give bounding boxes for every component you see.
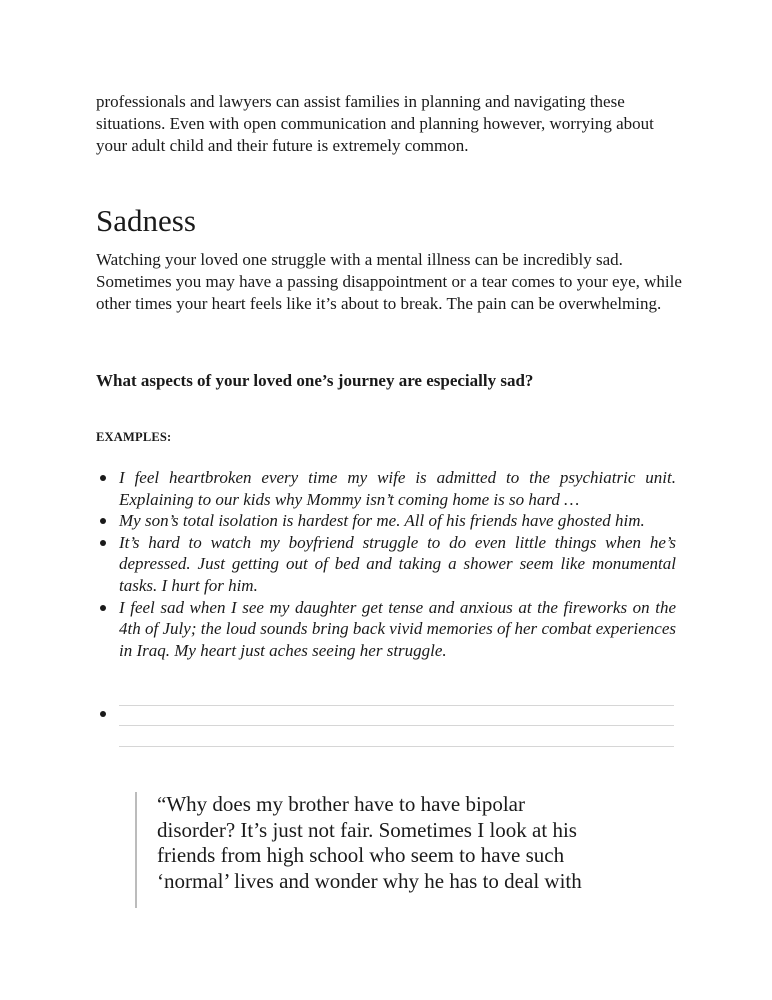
example-item	[96, 597, 676, 662]
intro-paragraph: professionals and lawyers can assist families in planning and navigating these situations. Even with open communication and planning however, worrying about your adult child and their future is extremely common.	[96, 92, 654, 155]
bullet-icon	[100, 711, 106, 717]
pull-quote-text: “Why does my brother have to have bipolar disorder? It’s just not fair. Sometimes I look at his friends from high school who seem to have such ‘normal’ lives and wonder why he has to deal with	[157, 792, 582, 893]
section-paragraph: Watching your loved one struggle with a mental illness can be incredibly sad. Sometimes you may have a passing disappointment or a tear comes to your eye, while other times your heart feels like it’s about to break. The pain can be overwhelming.	[96, 250, 682, 313]
section-heading: Sadness	[96, 203, 196, 238]
example-text: My son’s total isolation is hardest for me. All of his friends have ghosted him.	[119, 511, 645, 531]
example-item	[96, 532, 676, 597]
writing-line[interactable]	[119, 705, 674, 706]
writing-line[interactable]	[119, 746, 674, 747]
examples-label: EXAMPLES:	[96, 430, 172, 444]
reflection-question: What aspects of your loved one’s journey are especially sad?	[96, 371, 534, 390]
bullet-icon	[100, 518, 106, 524]
example-text: I feel sad when I see my daughter get tense and anxious at the fireworks on the 4th of July; the loud sounds bring back vivid memories of her combat experiences in Iraq. My heart just aches seeing her struggle.	[119, 597, 676, 660]
pull-quote	[135, 792, 595, 908]
bullet-icon	[100, 540, 106, 546]
example-item	[96, 467, 676, 510]
examples-list	[96, 467, 676, 661]
writing-line[interactable]	[119, 725, 674, 726]
example-text: I feel heartbroken every time my wife is admitted to the psychiatric unit. Explaining to our kids why Mommy isn’t coming home is so hard …	[119, 468, 676, 509]
example-text: It’s hard to watch my boyfriend struggle to do even little things when he’s depressed. Just getting out of bed and taking a shower seem like monumental tasks. I hurt for him.	[119, 532, 676, 595]
example-item	[96, 510, 676, 532]
blank-response-entry[interactable]	[96, 700, 676, 750]
bullet-icon	[100, 475, 106, 481]
bullet-icon	[100, 605, 106, 611]
